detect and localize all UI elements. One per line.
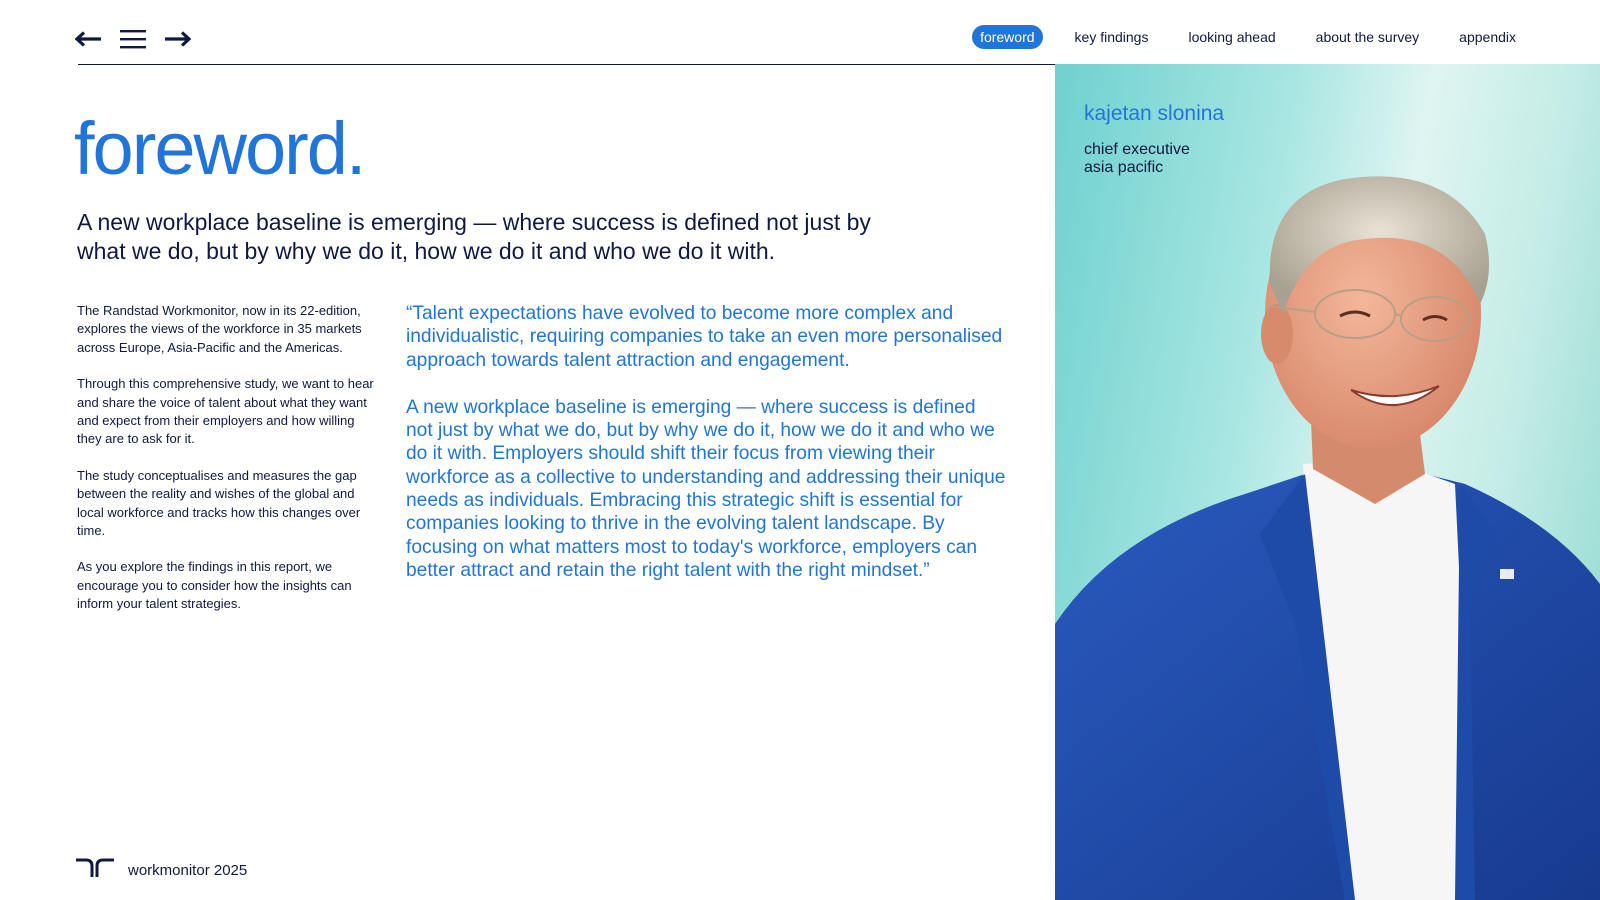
tab-foreword[interactable]: foreword [972,25,1042,49]
tab-appendix[interactable]: appendix [1459,29,1516,45]
nav-controls [74,26,192,52]
role-line: chief executive [1084,141,1190,158]
quote-paragraph: A new workplace baseline is emerging — where success is defined not just by what we do, but by why we do it, how we do it and who we do it with. Employers should shift their focus from viewing their workforce as a collective to understanding and addressing their unique needs as individuals. Embracing this strategic shift is essential for companies looking to thrive in the evolving talent landscape. By focusing on what matters most to today's workforce, employers can better attract and retain the right talent with the right mindset.” [406,396,1006,581]
quote-paragraph: “Talent expectations have evolved to become more complex and individualistic, requiring companies to take an even more personalised approach towards talent attraction and engagement. [406,303,1003,371]
intro-text-column [77,302,382,632]
page-title: foreword. [74,107,365,190]
tab-about-the-survey[interactable]: about the survey [1315,29,1420,45]
intro-paragraph: As you explore the findings in this report, we encourage you to consider how the insights can inform your talent strategies. [77,559,352,612]
intro-paragraph: The study conceptualises and measures the gap between the reality and wishes of the global and local workforce and tracks how this changes over time. [77,467,361,539]
page-subtitle: A new workplace baseline is emerging — where success is defined not just by what we do, but by why we do it, how we do it and who we do it with. [77,209,871,264]
intro-paragraph: Through this comprehensive study, we want to hear and share the voice of talent about what they want and expect from their employers and how willing they are to ask for it. [77,376,374,447]
top-bar [0,0,1600,64]
person-role [1084,141,1190,177]
arrow-left-icon[interactable] [74,26,104,52]
footer-label: workmonitor 2025 [128,862,248,879]
tab-looking-ahead[interactable]: looking ahead [1188,29,1276,45]
footer [76,858,247,883]
role-line: asia pacific [1084,159,1164,176]
tab-key-findings[interactable]: key findings [1074,29,1149,45]
quote-column [406,302,1006,606]
arrow-right-icon[interactable] [162,26,192,52]
person-name: kajetan slonina [1084,102,1225,125]
randstad-logo-icon [76,858,114,883]
section-nav [972,25,1524,49]
header-divider [78,64,1056,65]
hamburger-menu-icon[interactable] [118,26,148,52]
portrait-panel [1055,64,1600,900]
intro-paragraph: The Randstad Workmonitor, now in its 22-edition, explores the views of the workforce in 35 markets across Europe, Asia-Pacific and the Americas. [77,303,362,355]
portrait-photo [1055,64,1600,900]
